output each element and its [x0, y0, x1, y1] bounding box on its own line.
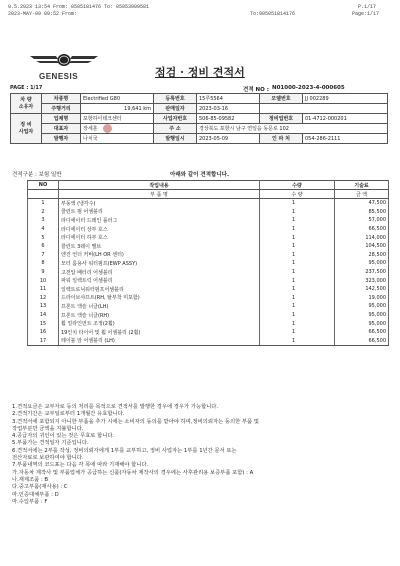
row-no: 9 — [28, 268, 59, 277]
row-no: 15 — [28, 319, 59, 328]
row-amount: 95,000 — [335, 259, 389, 268]
parts-table — [27, 180, 389, 346]
note-line: 마.수입부품 : F — [12, 498, 48, 505]
row-item-name: 휠 얼라인먼트 조정(2휠) — [59, 319, 260, 328]
row-item-name: 파워 일렉트릭 어셈블리 — [59, 276, 260, 285]
table-row — [28, 233, 389, 242]
row-amount: 66,500 — [335, 225, 389, 234]
reg-no-label: 사업자번호 — [154, 114, 197, 124]
fax-header-line1: 9.5.2023 13:54 From: 0505181476 To: 05053009581 — [8, 4, 150, 10]
model-label: 차종명 — [42, 94, 81, 104]
estimate-intro: 아래와 같이 견적합니다. — [170, 172, 230, 178]
business-label: 정 비 사업자 — [11, 114, 42, 144]
row-item-name: 레이블 암 어셈블리 (LH) — [59, 337, 260, 346]
note-line: 전산자료로 보관하여야 합니다. — [12, 455, 84, 462]
sale-date-value: 2023-03-16 — [197, 104, 260, 114]
row-amount: 57,000 — [335, 216, 389, 225]
col-qty-header: 수량 — [260, 181, 335, 190]
row-amount: 142,500 — [335, 285, 389, 294]
row-qty: 1 — [260, 294, 335, 303]
row-item-name: 19인치 타이어 및 휠 어셈블리 (2휠) — [59, 328, 260, 337]
table-row — [28, 216, 389, 225]
col-amount-header: 기술료 — [335, 181, 389, 190]
row-item-name: 부동액 (냉각수) — [59, 199, 260, 208]
table-row — [28, 302, 389, 311]
note-line: 4.공급자의 귀인이 있는 것은 무효로 합니다. — [12, 433, 115, 440]
row-qty: 1 — [260, 285, 335, 294]
row-no: 11 — [28, 285, 59, 294]
row-amount: 19,000 — [335, 294, 389, 303]
row-item-name: 일렉트로닉워터펌프어셈블리 — [59, 285, 260, 294]
row-item-name: 라디에이터 상부 호스 — [59, 225, 260, 234]
row-item-name: 엔진 언더 커버(LH OR 센터) — [59, 251, 260, 260]
note-line: 나.재제조품 : B — [12, 476, 49, 483]
row-qty: 1 — [260, 302, 335, 311]
table-row — [28, 251, 389, 260]
issuer-value: 나치국 — [81, 134, 154, 144]
sale-date-label: 판매일자 — [154, 104, 197, 114]
page-title: 점검 · 정비 견적서 — [155, 66, 245, 79]
note-line: 작업부분만 금액을 지불합니다. — [12, 425, 84, 432]
brand-name: GENESIS — [39, 72, 79, 81]
table-row — [28, 225, 389, 234]
row-item-name: 드라이브샤프트(RH, 탈부착 미포함) — [59, 294, 260, 303]
fax-header-line2: 2023-MAY-09 09:52 From: — [8, 11, 78, 17]
vehicle-owner-label: 차 량 소유자 — [11, 94, 42, 114]
row-item-name: 프론트 액슬 너클(LH) — [59, 302, 260, 311]
fax-page-count: Page:1/17 — [352, 11, 380, 17]
note-line: 6.견적서에는 2부를 작성, 정비의뢰자에게 1부를 교부하고, 정비 사업자는 1부를 1년간 문서 또는 — [12, 447, 237, 454]
genesis-logo — [28, 50, 100, 82]
row-item-name: 모터 룸용사 워터펌프(EWP ASSY) — [59, 259, 260, 268]
row-item-name: 쿨런트 펌 어셈블리 — [59, 208, 260, 217]
row-qty: 1 — [260, 233, 335, 242]
note-line: 마.인증대체부품 : D — [12, 491, 59, 498]
genesis-wings-icon — [28, 50, 100, 72]
row-qty: 1 — [260, 328, 335, 337]
row-no: 10 — [28, 276, 59, 285]
estimate-number: N01000-2023-4-000605 — [272, 85, 345, 91]
col-item-header: 작업내용 — [59, 181, 260, 190]
row-qty: 1 — [260, 319, 335, 328]
table-row — [28, 328, 389, 337]
col-no-header: NO — [28, 181, 59, 190]
row-amount: 95,000 — [335, 319, 389, 328]
note-line: 가.자동차 제작사 및 부품업체가 공급하는 신품(자동차 제작사의 경우에는 사후관리용 보증부품 포함) : A — [12, 469, 254, 476]
table-row — [28, 276, 389, 285]
parts-subheader-row — [28, 190, 389, 199]
fax-value: 054-286-2111 — [303, 134, 388, 144]
table-row — [28, 208, 389, 217]
row-no: 16 — [28, 328, 59, 337]
row-no: 14 — [28, 311, 59, 320]
note-line: 3.견적서에 포함되지 아니한 부품을 추가 시에는 소비자의 동의를 받아야 하며,정비의뢰자는 동의한 부품 및 — [12, 418, 259, 425]
plate-value: 15루5564 — [197, 94, 260, 104]
info-table — [10, 93, 388, 144]
plate-label: 등록번호 — [154, 94, 197, 104]
col-no-subheader — [28, 190, 59, 199]
fax-label: 인 파 처 — [260, 134, 303, 144]
note-line: 다.중고부품(재사용) : C — [12, 484, 68, 491]
issue-date-label: 발행일시 — [154, 134, 197, 144]
table-row — [28, 199, 389, 208]
model-no-value: JJ 002289 — [303, 94, 388, 104]
row-qty: 1 — [260, 199, 335, 208]
table-row — [28, 294, 389, 303]
row-no: 8 — [28, 259, 59, 268]
row-qty: 1 — [260, 311, 335, 320]
col-item-subheader: 부 품 명 — [59, 190, 260, 199]
row-amount: 323,000 — [335, 276, 389, 285]
row-qty: 1 — [260, 208, 335, 217]
row-amount: 28,500 — [335, 251, 389, 260]
reg-no-value: 506-85-09582 — [197, 114, 260, 124]
row-qty: 1 — [260, 242, 335, 251]
row-no: 12 — [28, 294, 59, 303]
maint-no-label: 정비업번호 — [260, 114, 303, 124]
note-line: 7.부품내역의 코드표는 다음 각 목에 따라 기재해야 합니다. — [12, 462, 149, 469]
parts-header-row — [28, 181, 389, 190]
row-item-name: 고전압 배터리 어셈블리 — [59, 268, 260, 277]
row-amount: 85,500 — [335, 208, 389, 217]
rep-label: 대표자 — [42, 124, 81, 134]
table-row — [28, 268, 389, 277]
table-row — [28, 337, 389, 346]
row-no: 1 — [28, 199, 59, 208]
row-no: 5 — [28, 233, 59, 242]
row-amount: 104,500 — [335, 242, 389, 251]
notes-section — [12, 404, 259, 506]
col-qty-subheader: 수 량 — [260, 190, 335, 199]
model-no-label: 모델번호 — [260, 94, 303, 104]
row-qty: 1 — [260, 216, 335, 225]
fax-page-indicator: P.1/17 — [358, 4, 377, 10]
row-qty: 1 — [260, 276, 335, 285]
row-qty: 1 — [260, 225, 335, 234]
row-amount: 237,500 — [335, 268, 389, 277]
row-no: 7 — [28, 251, 59, 260]
row-no: 17 — [28, 337, 59, 346]
row-item-name: 쿨런트 3웨이 밸브 — [59, 242, 260, 251]
rep-value — [81, 124, 154, 134]
row-amount: 47,500 — [335, 199, 389, 208]
empty-cell — [260, 104, 388, 114]
row-no: 3 — [28, 216, 59, 225]
row-amount: 66,500 — [335, 328, 389, 337]
table-row — [28, 319, 389, 328]
row-amount: 95,000 — [335, 302, 389, 311]
col-amount-subheader: 금 액 — [335, 190, 389, 199]
row-item-name: 라디에이터 드레인 플러그 — [59, 216, 260, 225]
note-line: 5.부품가는 견적일자 기준입니다. — [12, 440, 89, 447]
maint-no-value: 01-4712-000201 — [303, 114, 388, 124]
row-no: 4 — [28, 225, 59, 234]
table-row — [28, 259, 389, 268]
company-value: 포항하이테크센터 — [81, 114, 154, 124]
row-item-name: 프론트 액슬 너클(RH) — [59, 311, 260, 320]
company-seal-icon — [103, 124, 112, 133]
row-qty: 1 — [260, 259, 335, 268]
row-amount: 114,000 — [335, 233, 389, 242]
row-qty: 1 — [260, 251, 335, 260]
row-no: 13 — [28, 302, 59, 311]
note-line: 1.견적요금은 교부자로 등의 처리를 목적으로 견적서를 발행한 경우에 경우가 가능합니다. — [12, 404, 219, 410]
address-value: 경상북도 포항시 남구 연일읍 동문로 102 — [197, 124, 388, 134]
mileage-label: 주행거리 — [42, 104, 81, 114]
rep-name: 장세훈 — [83, 126, 98, 132]
estimate-type: 견적구분 : 보험 일반 — [12, 172, 62, 178]
row-qty: 1 — [260, 337, 335, 346]
company-label: 업체명 — [42, 114, 81, 124]
page-number: PAGE : 1/17 — [10, 85, 43, 91]
issuer-label: 발행자 — [42, 134, 81, 144]
table-row — [28, 311, 389, 320]
model-value: Electrified G80 — [81, 94, 154, 104]
row-item-name: 라디에이터 하부 호스 — [59, 233, 260, 242]
address-label: 주 소 — [154, 124, 197, 134]
note-line: 2.견적기간은 교부일로부터 1개월간 유효합니다. — [12, 411, 125, 418]
row-qty: 1 — [260, 268, 335, 277]
row-amount: 66,500 — [335, 337, 389, 346]
issue-date-value: 2023-05-09 — [197, 134, 260, 144]
row-no: 6 — [28, 242, 59, 251]
row-no: 2 — [28, 208, 59, 217]
fax-recipient: To:905051814176 — [250, 11, 296, 17]
table-row — [28, 242, 389, 251]
mileage-value: 19,641 km — [81, 104, 154, 114]
estimate-number-label: 견적 NO : — [243, 87, 269, 93]
row-amount: 95,000 — [335, 311, 389, 320]
table-row — [28, 285, 389, 294]
